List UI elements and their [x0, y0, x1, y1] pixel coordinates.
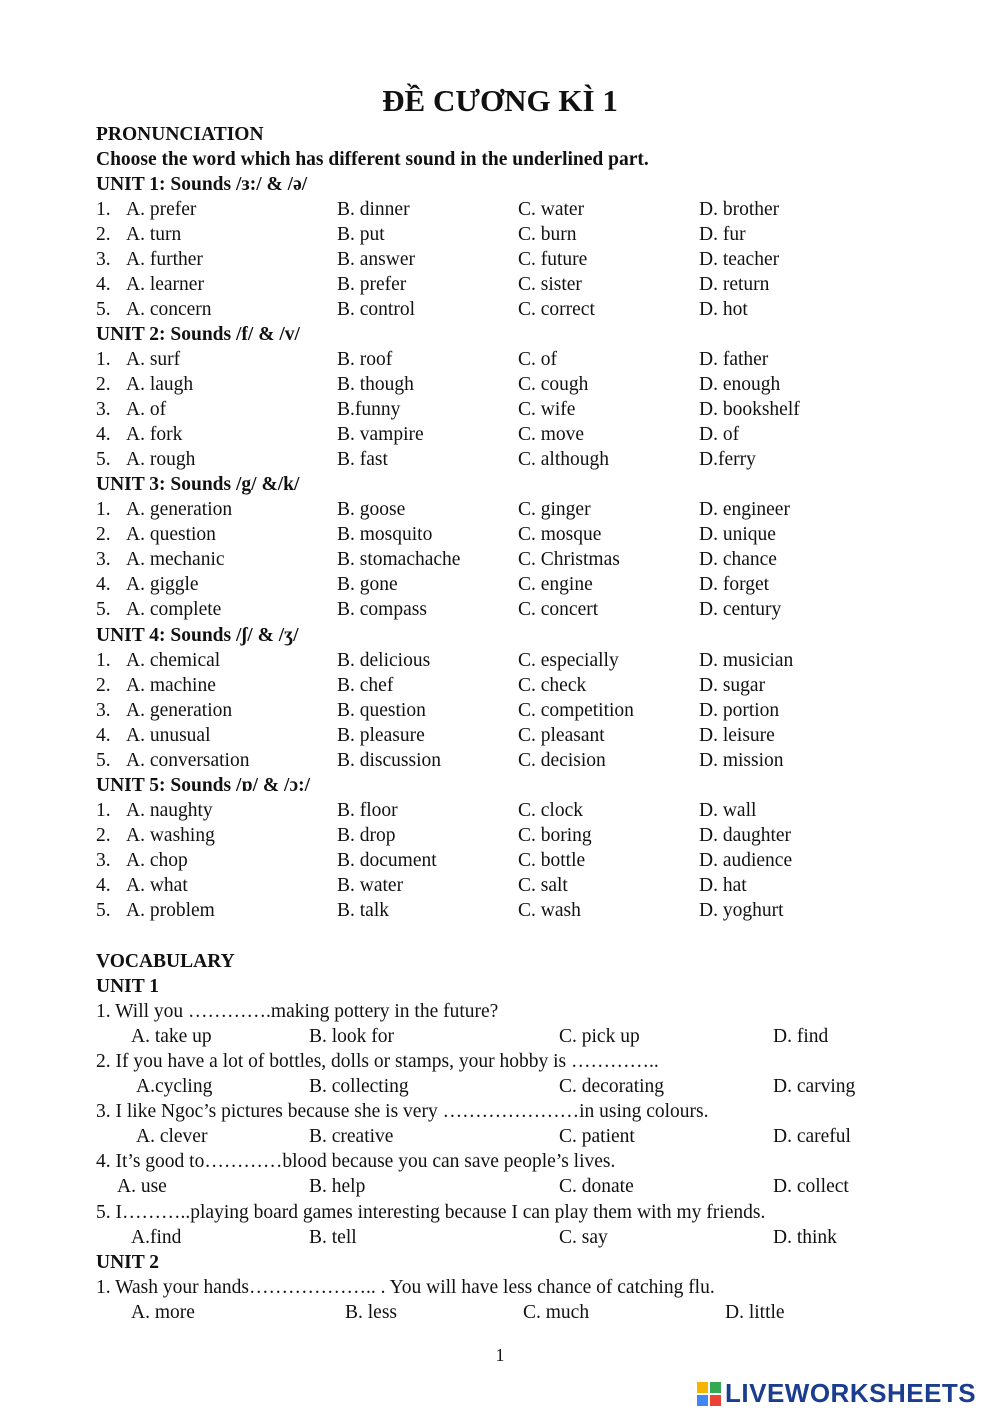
option-d[interactable]: D. mission — [699, 750, 784, 771]
option-b[interactable]: B. chef — [337, 675, 394, 696]
question-text: 1. Wash your hands……………….. . You will have less chance of catching flu. — [96, 1277, 715, 1298]
question-text: 4. It’s good to…………blood because you can save people’s lives. — [96, 1151, 616, 1172]
question-number: 2. — [96, 374, 111, 395]
option-c[interactable]: C. boring — [518, 825, 592, 846]
option-c[interactable]: C. wife — [518, 399, 576, 420]
option-c[interactable]: C. donate — [559, 1176, 634, 1197]
option-d[interactable]: D. collect — [773, 1176, 849, 1197]
option-c[interactable]: C. clock — [518, 800, 583, 821]
option-d[interactable]: D. little — [725, 1302, 785, 1323]
unit-heading: UNIT 5: Sounds /ɒ/ & /ɔ:/ — [96, 775, 311, 796]
option-d[interactable]: D. yoghurt — [699, 900, 784, 921]
option-a[interactable]: A. of — [126, 399, 167, 420]
option-b[interactable]: B. roof — [337, 349, 393, 370]
option-a[interactable]: A. take up — [131, 1026, 212, 1047]
option-c[interactable]: C. salt — [518, 875, 568, 896]
question-number: 2. — [96, 524, 111, 545]
question-number: 4. — [96, 574, 111, 595]
option-a[interactable]: A.find — [131, 1227, 182, 1248]
question-number: 3. — [96, 549, 111, 570]
option-c[interactable]: C. patient — [559, 1126, 635, 1147]
option-b[interactable]: B. water — [337, 875, 404, 896]
option-d[interactable]: D. father — [699, 349, 769, 370]
option-a[interactable]: A. mechanic — [126, 549, 225, 570]
option-a[interactable]: A. question — [126, 524, 216, 545]
option-b[interactable]: B. goose — [337, 499, 406, 520]
brand-text: LIVEWORKSHEETS — [725, 1378, 977, 1408]
option-c[interactable]: C. future — [518, 249, 588, 270]
option-c[interactable]: C. engine — [518, 574, 593, 595]
question-text: 2. If you have a lot of bottles, dolls or stamps, your hobby is ………….. — [96, 1051, 659, 1072]
option-a[interactable]: A. giggle — [126, 574, 199, 595]
option-c[interactable]: C. Christmas — [518, 549, 620, 570]
option-b[interactable]: B. floor — [337, 800, 398, 821]
unit-heading: UNIT 2: Sounds /f/ & /v/ — [96, 324, 300, 345]
option-b[interactable]: B. vampire — [337, 424, 424, 445]
question-number: 3. — [96, 399, 111, 420]
option-d[interactable]: D. return — [699, 274, 770, 295]
option-a[interactable]: A. problem — [126, 900, 215, 921]
question-number: 1. — [96, 349, 111, 370]
option-b[interactable]: B. stomachache — [337, 549, 461, 570]
option-b[interactable]: B. delicious — [337, 650, 431, 671]
option-c[interactable]: C. concert — [518, 599, 599, 620]
option-d[interactable]: D. leisure — [699, 725, 775, 746]
question-number: 2. — [96, 825, 111, 846]
option-c[interactable]: C. burn — [518, 224, 577, 245]
option-a[interactable]: A. what — [126, 875, 188, 896]
page-number: 1 — [495, 1345, 505, 1365]
option-a[interactable]: A. turn — [126, 224, 182, 245]
option-c[interactable]: C. decorating — [559, 1076, 665, 1097]
option-a[interactable]: A. surf — [126, 349, 181, 370]
option-b[interactable]: B. talk — [337, 900, 389, 921]
option-a[interactable]: A. further — [126, 249, 203, 270]
question-number: 4. — [96, 424, 111, 445]
option-d[interactable]: D. hat — [699, 875, 747, 896]
option-b[interactable]: B. pleasure — [337, 725, 425, 746]
option-b[interactable]: B. tell — [309, 1227, 357, 1248]
question-number: 5. — [96, 900, 111, 921]
option-d[interactable]: D. enough — [699, 374, 781, 395]
question-number: 1. — [96, 199, 111, 220]
option-a[interactable]: A.cycling — [136, 1076, 213, 1097]
question-number: 4. — [96, 274, 111, 295]
question-number: 2. — [96, 224, 111, 245]
option-c[interactable]: C. much — [523, 1302, 590, 1323]
option-a[interactable]: A. conversation — [126, 750, 250, 771]
option-d[interactable]: D. wall — [699, 800, 757, 821]
option-d[interactable]: D. fur — [699, 224, 746, 245]
option-b[interactable]: B. put — [337, 224, 385, 245]
option-a[interactable]: A. naughty — [126, 800, 213, 821]
question-number: 4. — [96, 875, 111, 896]
option-b[interactable]: B. document — [337, 850, 437, 871]
question-text: 3. I like Ngoc’s pictures because she is very …………………in using colours. — [96, 1101, 709, 1122]
question-number: 5. — [96, 599, 111, 620]
option-a[interactable]: A. generation — [126, 499, 233, 520]
option-a[interactable]: A. generation — [126, 700, 233, 721]
option-a[interactable]: A. washing — [126, 825, 215, 846]
option-d[interactable]: D. teacher — [699, 249, 780, 270]
option-c[interactable]: C. water — [518, 199, 585, 220]
option-a[interactable]: A. learner — [126, 274, 204, 295]
option-c[interactable]: C. wash — [518, 900, 581, 921]
option-c[interactable]: C. move — [518, 424, 585, 445]
option-c[interactable]: C. cough — [518, 374, 589, 395]
option-a[interactable]: A. laugh — [126, 374, 194, 395]
option-b[interactable]: B.funny — [337, 399, 401, 420]
option-b[interactable]: B. creative — [309, 1126, 394, 1147]
option-b[interactable]: B. question — [337, 700, 426, 721]
question-number: 3. — [96, 249, 111, 270]
vocabulary-heading: VOCABULARY — [96, 951, 235, 972]
option-c[interactable]: C. say — [559, 1227, 608, 1248]
option-b[interactable]: B. answer — [337, 249, 415, 270]
liveworksheets-logo-icon — [696, 1381, 722, 1407]
unit-heading: UNIT 1 — [96, 976, 160, 997]
option-c[interactable]: C. of — [518, 349, 557, 370]
option-c[interactable]: C. correct — [518, 299, 595, 320]
option-a[interactable]: A. complete — [126, 599, 222, 620]
option-b[interactable]: B. discussion — [337, 750, 442, 771]
option-d[interactable]: D. engineer — [699, 499, 790, 520]
option-d[interactable]: D. forget — [699, 574, 770, 595]
option-a[interactable]: A. clever — [136, 1126, 208, 1147]
option-d[interactable]: D. carving — [773, 1076, 856, 1097]
option-b[interactable]: B. help — [309, 1176, 366, 1197]
unit-heading: UNIT 1: Sounds /ɜ:/ & /ə/ — [96, 174, 308, 195]
question-number: 1. — [96, 650, 111, 671]
option-b[interactable]: B. drop — [337, 825, 396, 846]
question-number: 3. — [96, 700, 111, 721]
option-d[interactable]: D. of — [699, 424, 740, 445]
option-d[interactable]: D. chance — [699, 549, 777, 570]
option-d[interactable]: D. think — [773, 1227, 837, 1248]
question-number: 5. — [96, 299, 111, 320]
question-number: 5. — [96, 750, 111, 771]
option-b[interactable]: B. mosquito — [337, 524, 433, 545]
option-a[interactable]: A. concern — [126, 299, 212, 320]
question-text: 5. I………..playing board games interesting because I can play them with my friends. — [96, 1202, 766, 1223]
option-b[interactable]: B. dinner — [337, 199, 410, 220]
option-d[interactable]: D. hot — [699, 299, 748, 320]
option-b[interactable]: B. collecting — [309, 1076, 409, 1097]
option-a[interactable]: A. chop — [126, 850, 188, 871]
option-d[interactable]: D. find — [773, 1026, 829, 1047]
option-a[interactable]: A. use — [117, 1176, 167, 1197]
option-d[interactable]: D. sugar — [699, 675, 766, 696]
question-text: 1. Will you ………….making pottery in the future? — [96, 1001, 499, 1022]
question-number: 3. — [96, 850, 111, 871]
option-d[interactable]: D. daughter — [699, 825, 792, 846]
option-d[interactable]: D. unique — [699, 524, 776, 545]
option-b[interactable]: B. though — [337, 374, 414, 395]
option-a[interactable]: A. more — [131, 1302, 195, 1323]
option-c[interactable]: C. check — [518, 675, 587, 696]
question-number: 5. — [96, 449, 111, 470]
option-d[interactable]: D. portion — [699, 700, 780, 721]
option-b[interactable]: B. control — [337, 299, 415, 320]
option-b[interactable]: B. compass — [337, 599, 427, 620]
option-c[interactable]: C. sister — [518, 274, 582, 295]
pronunciation-heading: PRONUNCIATION — [96, 124, 264, 145]
option-a[interactable]: A. prefer — [126, 199, 197, 220]
option-b[interactable]: B. look for — [309, 1026, 395, 1047]
option-c[interactable]: C. mosque — [518, 524, 602, 545]
unit-heading: UNIT 4: Sounds /ʃ/ & /ʒ/ — [96, 625, 299, 646]
option-c[interactable]: C. ginger — [518, 499, 591, 520]
option-b[interactable]: B. prefer — [337, 274, 407, 295]
question-number: 2. — [96, 675, 111, 696]
option-d[interactable]: D. musician — [699, 650, 794, 671]
option-d[interactable]: D. century — [699, 599, 782, 620]
option-c[interactable]: C. pick up — [559, 1026, 640, 1047]
option-a[interactable]: A. chemical — [126, 650, 221, 671]
option-b[interactable]: B. gone — [337, 574, 398, 595]
unit-heading: UNIT 3: Sounds /g/ &/k/ — [96, 474, 300, 495]
option-c[interactable]: C. competition — [518, 700, 634, 721]
option-c[interactable]: C. pleasant — [518, 725, 605, 746]
pronunciation-instruction: Choose the word which has different sound in the underlined part. — [96, 149, 649, 170]
option-a[interactable]: A. rough — [126, 449, 196, 470]
option-d[interactable]: D.ferry — [699, 449, 756, 470]
option-b[interactable]: B. fast — [337, 449, 388, 470]
page-title: ĐỀ CƯƠNG KÌ 1 — [382, 83, 618, 118]
option-a[interactable]: A. fork — [126, 424, 183, 445]
unit-heading: UNIT 2 — [96, 1252, 160, 1273]
option-a[interactable]: A. unusual — [126, 725, 211, 746]
liveworksheets-logo[interactable] — [696, 1378, 976, 1409]
option-c[interactable]: C. decision — [518, 750, 606, 771]
option-a[interactable]: A. machine — [126, 675, 216, 696]
option-b[interactable]: B. less — [345, 1302, 398, 1323]
question-number: 1. — [96, 800, 111, 821]
option-c[interactable]: C. bottle — [518, 850, 586, 871]
option-d[interactable]: D. bookshelf — [699, 399, 800, 420]
question-number: 4. — [96, 725, 111, 746]
option-c[interactable]: C. although — [518, 449, 609, 470]
question-number: 1. — [96, 499, 111, 520]
option-c[interactable]: C. especially — [518, 650, 619, 671]
option-d[interactable]: D. careful — [773, 1126, 851, 1147]
option-d[interactable]: D. audience — [699, 850, 793, 871]
option-d[interactable]: D. brother — [699, 199, 780, 220]
